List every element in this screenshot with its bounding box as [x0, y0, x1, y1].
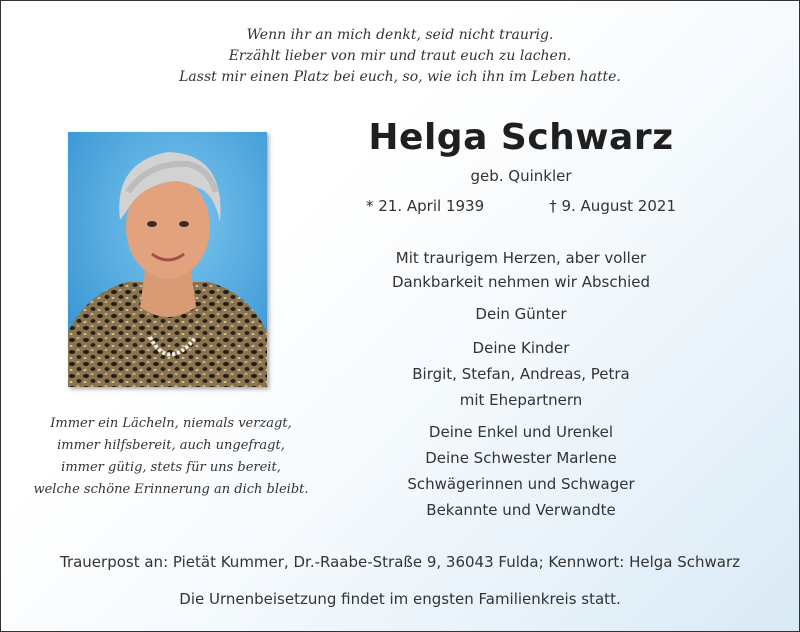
spouse-name: Dein Günter [475, 305, 567, 323]
deceased-name: Helga Schwarz [368, 117, 674, 158]
farewell-line: Mit traurigem Herzen, aber voller [395, 249, 647, 267]
in-laws: Schwägerinnen und Schwager [407, 475, 635, 493]
portrait-photo [68, 132, 267, 387]
friends-relatives: Bekannte und Verwandte [426, 501, 616, 519]
poem-left [21, 413, 321, 501]
grandchildren: Deine Enkel und Urenkel [428, 423, 614, 441]
children-partners: mit Ehepartnern [459, 391, 583, 409]
life-dates [366, 197, 676, 215]
poem-top [1, 25, 799, 88]
poem-top-line: Erzählt lieber von mir und traut euch zu lachen. [228, 48, 572, 64]
poem-left-line: Immer ein Lächeln, niemals verzagt, [50, 416, 292, 431]
children-heading: Deine Kinder [472, 339, 570, 357]
burial-note: Die Urnenbeisetzung findet im engsten Familienkreis statt. [179, 590, 621, 608]
children-names: Birgit, Stefan, Andreas, Petra [412, 365, 630, 383]
relatives [321, 419, 721, 523]
poem-left-line: immer hilfsbereit, auch ungefragt, [57, 438, 285, 453]
poem-left-line: immer gütig, stets für uns bereit, [61, 460, 281, 475]
poem-left-line: welche schöne Erinnerung an dich bleibt. [33, 482, 309, 497]
poem-top-line: Lasst mir einen Platz bei euch, so, wie ich ihn im Leben hatte. [179, 69, 621, 85]
farewell-text [321, 246, 721, 294]
poem-top-line: Wenn ihr an mich denkt, seid nicht traurig. [246, 27, 554, 43]
maiden-name: geb. Quinkler [470, 167, 572, 185]
sister: Deine Schwester Marlene [425, 449, 617, 467]
farewell-line: Dankbarkeit nehmen wir Abschied [391, 273, 650, 291]
birth-date: * 21. April 1939 [366, 197, 485, 215]
children [321, 335, 721, 413]
mail-address: Trauerpost an: Pietät Kummer, Dr.-Raabe-Straße 9, 36043 Fulda; Kennwort: Helga Schwarz [59, 553, 741, 571]
spouse [321, 302, 721, 326]
death-date: † 9. August 2021 [549, 197, 676, 215]
